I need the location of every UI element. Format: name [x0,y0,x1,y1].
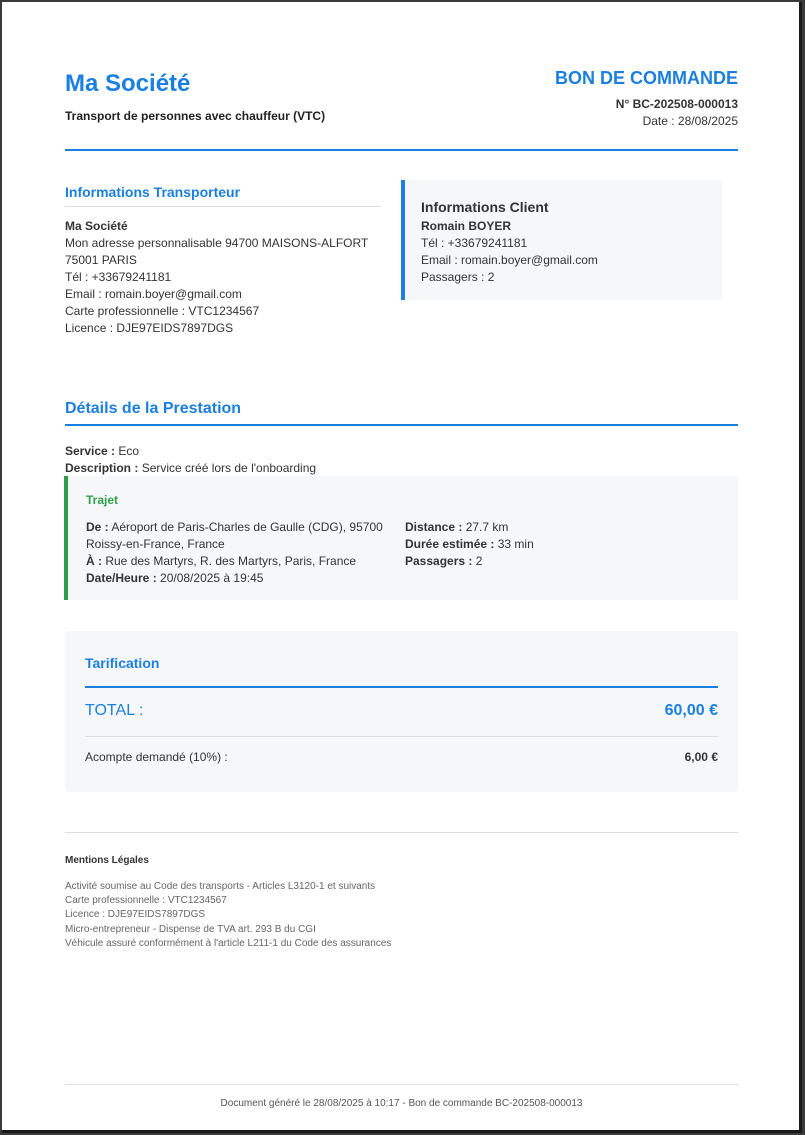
document-page [2,2,802,1133]
trip-route [86,519,396,587]
carrier-address-line2: 75001 PARIS [65,253,137,267]
carrier-address-line1: Mon adresse personnalisable 94700 MAISONS-ALFORT [65,236,369,250]
carrier-email: Email : romain.boyer@gmail.com [65,287,242,301]
service-line [65,443,316,460]
legal-line: Carte professionnelle : VTC1234567 [65,895,227,907]
company-name: Ma Société [65,70,191,97]
pricing-separator [85,736,718,737]
legal-line: Activité soumise au Code des transports - Articles L3120-1 et suivants [65,881,376,892]
legal-divider [65,832,738,833]
trip-from-label: De : [86,520,109,534]
carrier-section-title: Informations Transporteur [65,184,241,200]
service-details [65,443,316,477]
trip-passengers-label: Passagers : [405,554,473,568]
carrier-license: Licence : DJE97EIDS7897DGS [65,321,234,335]
client-info [421,218,598,286]
client-passengers: Passagers : 2 [421,270,495,284]
legal-mentions [65,880,391,951]
deposit-label: Acompte demandé (10%) : [85,750,228,764]
carrier-info [65,218,385,337]
client-info-box [401,180,722,300]
service-value: Eco [118,444,140,458]
trip-to [86,553,396,570]
company-tagline: Transport de personnes avec chauffeur (VTC) [65,109,326,123]
carrier-divider [65,206,381,207]
trip-distance-value: 27.7 km [465,520,509,534]
document-number: N° BC-202508-000013 [615,97,738,111]
legal-line: Licence : DJE97EIDS7897DGS [65,909,206,921]
carrier-name: Ma Société [65,219,128,233]
details-section-title: Détails de la Prestation [65,400,242,417]
pricing-box [65,631,738,792]
client-name: Romain BOYER [421,219,512,233]
total-label: TOTAL : [85,702,144,719]
service-label: Service : [65,444,116,458]
trip-from-value: Aéroport de Paris-Charles de Gaulle (CDG), 95700 Roissy-en-France, France [86,520,383,551]
legal-title: Mentions Légales [65,855,149,866]
trip-passengers-value: 2 [475,554,483,568]
details-divider [65,424,738,426]
deposit-value: 6,00 € [684,750,718,764]
trip-stats [405,519,725,570]
trip-duration-label: Durée estimée : [405,537,495,551]
trip-duration [405,536,725,553]
pricing-divider [85,686,718,688]
client-email: Email : romain.boyer@gmail.com [421,253,598,267]
trip-datetime-value: 20/08/2025 à 19:45 [160,571,264,585]
footer-divider [65,1084,738,1085]
pricing-title: Tarification [85,655,160,671]
legal-line: Micro-entrepreneur - Dispense de TVA art. 293 B du CGI [65,923,316,935]
trip-distance [405,519,725,536]
footer-text: Document généré le 28/08/2025 à 10:17 - Bon de commande BC-202508-000013 [220,1098,583,1109]
carrier-pro-card: Carte professionnelle : VTC1234567 [65,304,260,318]
trip-box [64,476,738,600]
trip-from [86,519,396,553]
trip-duration-value: 33 min [497,537,534,551]
trip-to-label: À : [86,554,102,568]
trip-distance-label: Distance : [405,520,463,534]
trip-passengers [405,553,725,570]
client-section-title: Informations Client [421,199,549,215]
total-value: 60,00 € [664,702,718,719]
trip-title: Trajet [86,493,119,507]
header-divider [65,149,738,151]
trip-to-value: Rue des Martyrs, R. des Martyrs, Paris, France [105,554,357,568]
document-title: BON DE COMMANDE [555,68,738,88]
document-date: Date : 28/08/2025 [642,114,738,128]
trip-datetime-label: Date/Heure : [86,571,157,585]
description-value: Service créé lors de l'onboarding [141,461,317,475]
description-line [65,460,316,477]
legal-line: Véhicule assuré conformément à l'article L211-1 du Code des assurances [65,937,392,949]
trip-datetime [86,570,396,587]
carrier-phone: Tél : +33679241181 [65,270,172,284]
description-label: Description : [65,461,139,475]
client-phone: Tél : +33679241181 [421,236,528,250]
